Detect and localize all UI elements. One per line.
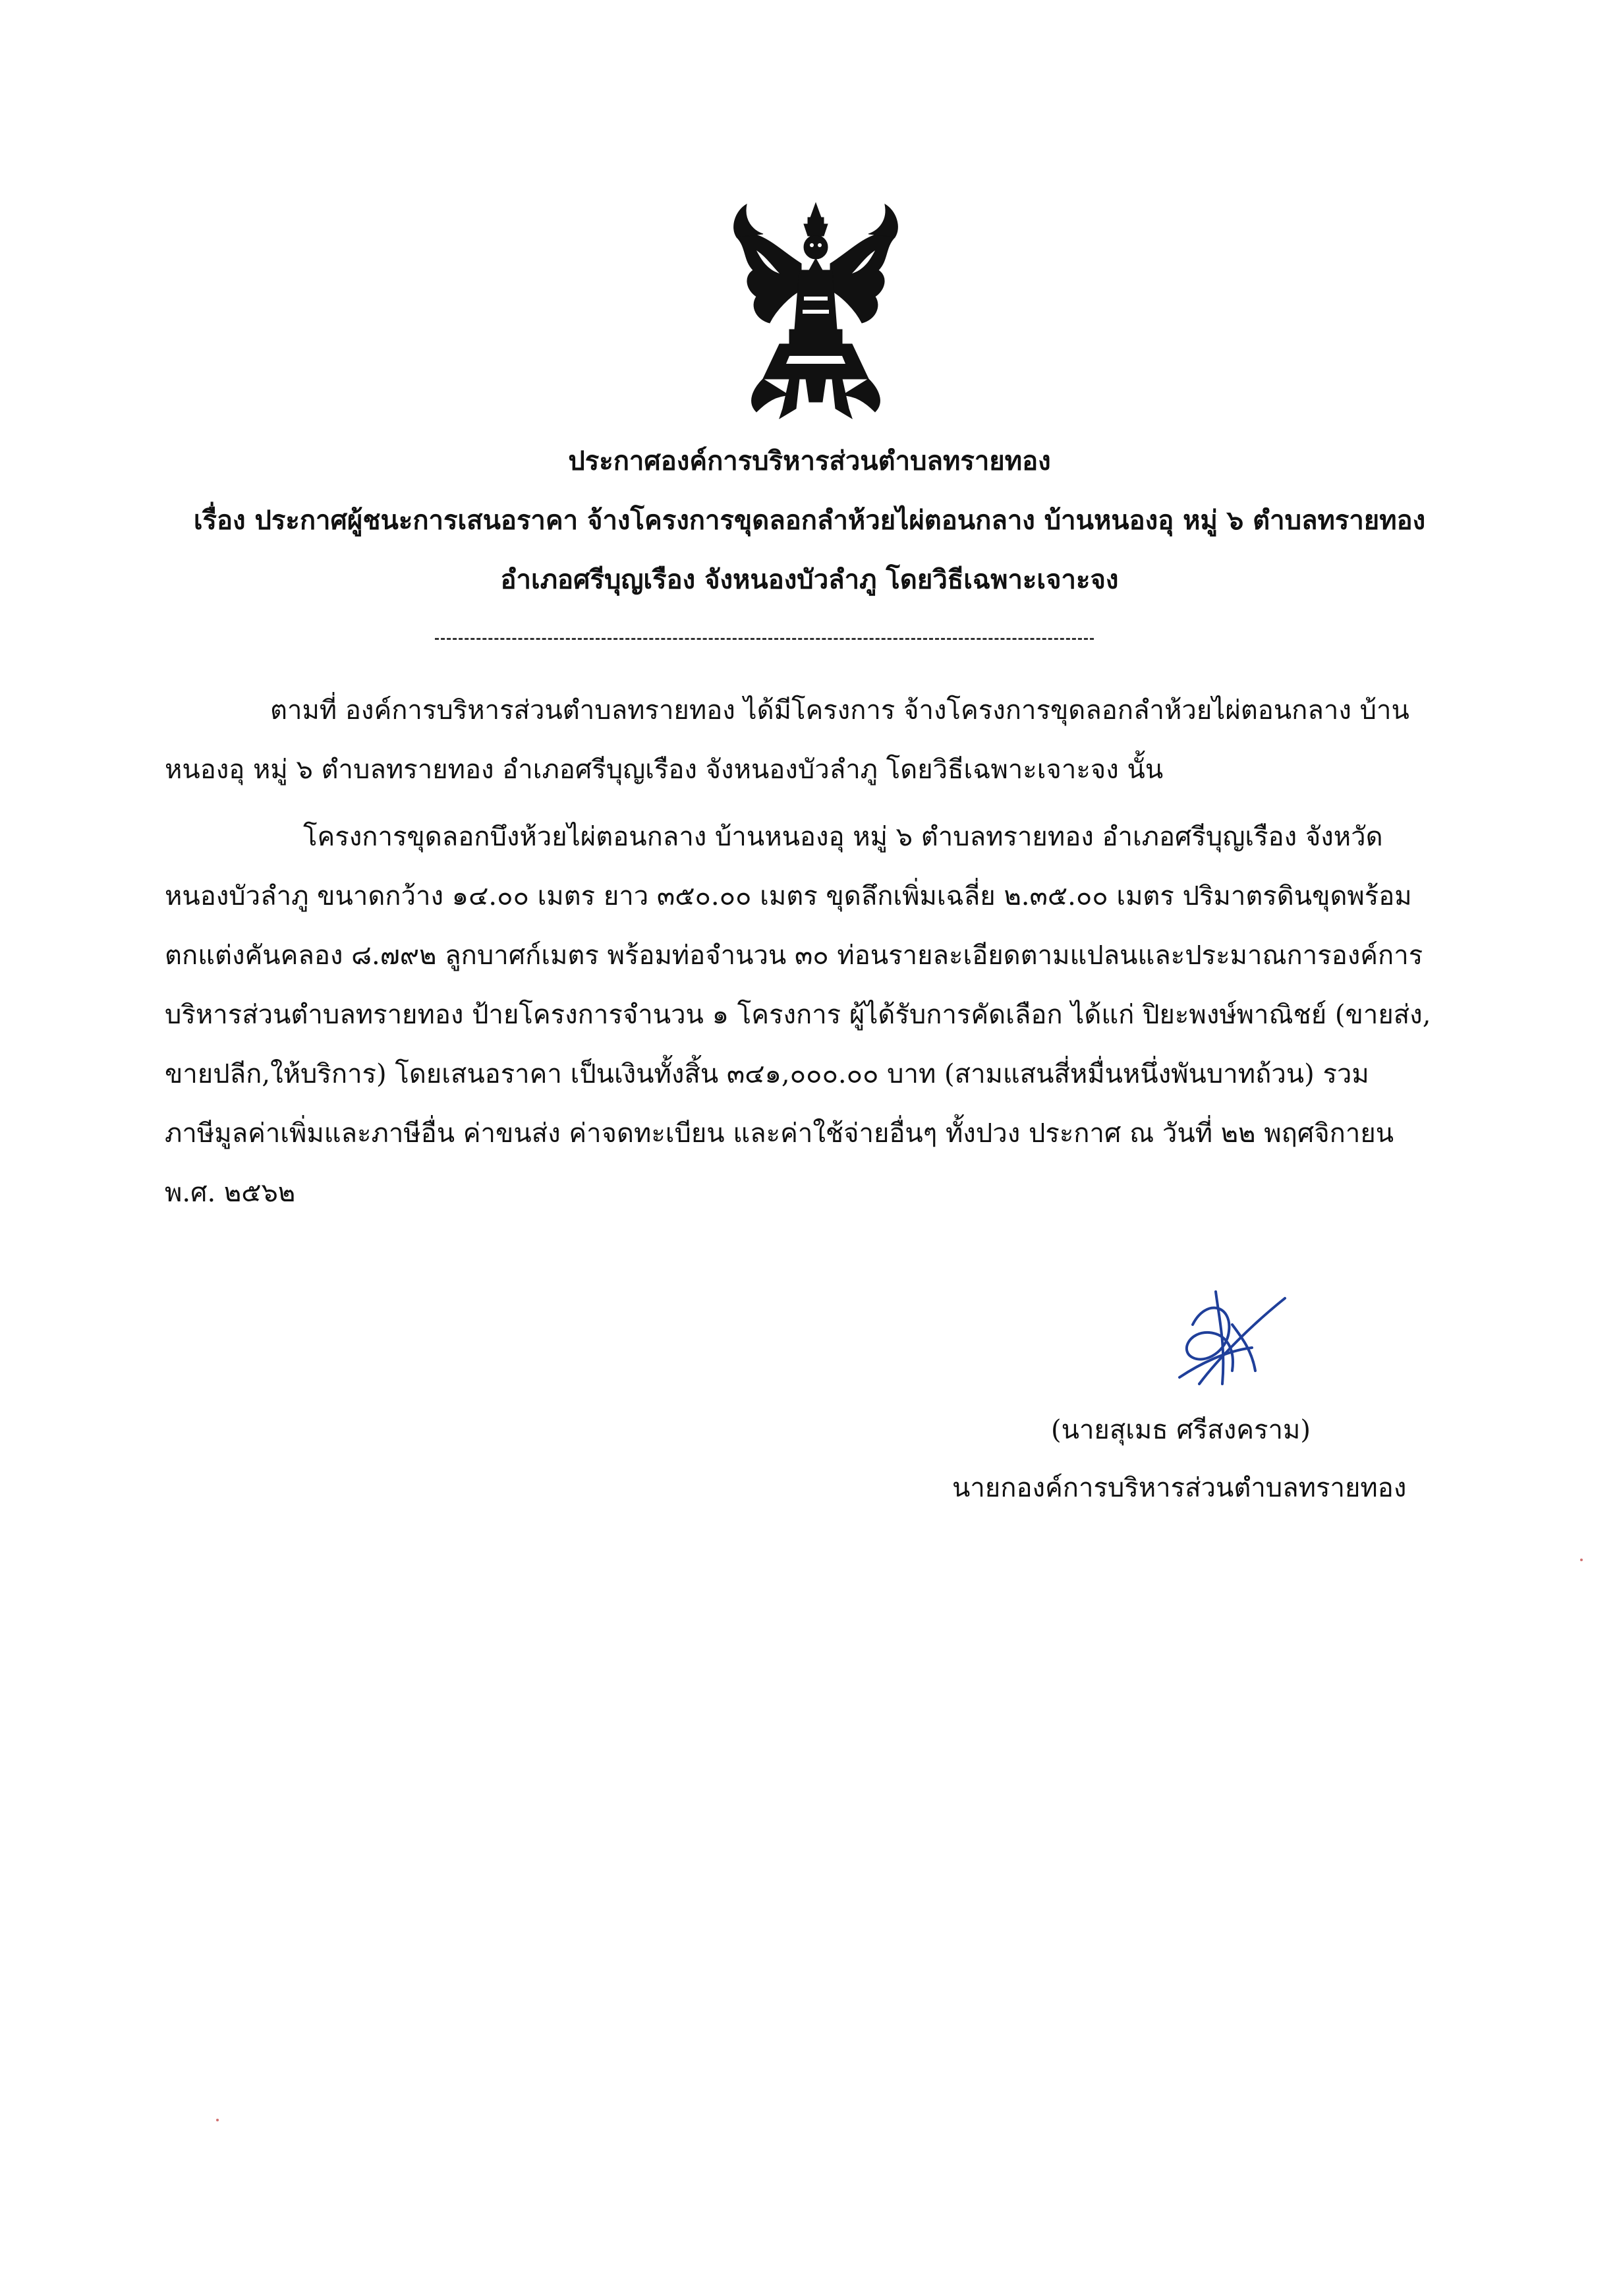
garuda-emblem-icon	[717, 198, 915, 422]
paragraph-2-line-1: โครงการขุดลอกบึงห้วยไผ่ตอนกลาง บ้านหนองอุ หมู่ ๖ ตำบลทรายทอง อำเภอศรีบุญเรือง จังหวัด	[303, 822, 1383, 852]
signer-position: นายกองค์การบริหารส่วนตำบลทรายทอง	[952, 1473, 1407, 1503]
paragraph-2-line-5: ขายปลีก,ให้บริการ) โดยเสนอราคา เป็นเงินทั้งสิ้น ๓๔๑,๐๐๐.๐๐ บาท (สามแสนสี่หมื่นหนึ่งพันบาทถ้วน) รวม	[165, 1059, 1369, 1089]
paragraph-1-line-1: ตามที่ องค์การบริหารส่วนตำบลทรายทอง ได้มีโครงการ จ้างโครงการขุดลอกลำห้วยไผ่ตอนกลาง บ้าน	[270, 695, 1409, 726]
paragraph-2-line-6: ภาษีมูลค่าเพิ่มและภาษีอื่น ค่าขนส่ง ค่าจดทะเบียน และค่าใช้จ่ายอื่นๆ ทั้งปวง ประกาศ ณ วันที่ ๒๒ พฤศจิกายน	[165, 1118, 1394, 1149]
paragraph-1-line-2: หนองอุ หมู่ ๖ ตำบลทรายทอง อำเภอศรีบุญเรือง จังหนองบัวลำภู โดยวิธีเฉพาะเจาะจง นั้น	[165, 755, 1164, 785]
document-title: ประกาศองค์การบริหารส่วนตำบลทรายทอง	[568, 445, 1051, 476]
paragraph-2-line-7: พ.ศ. ๒๕๖๒	[165, 1178, 296, 1208]
scan-speck	[216, 2119, 219, 2121]
paragraph-2-line-4: บริหารส่วนตำบลทรายทอง ป้ายโครงการจำนวน ๑ โครงการ ผู้ได้รับการคัดเลือก ได้แก่ ปิยะพงษ์พาณิชย์ (ขายส่ง,	[165, 1000, 1431, 1030]
paragraph-2-line-2: หนองบัวลำภู ขนาดกว้าง ๑๔.๐๐ เมตร ยาว ๓๕๐.๐๐ เมตร ขุดลึกเพิ่มเฉลี่ย ๒.๓๕.๐๐ เมตร ปริมาตรดินขุดพร้อม	[165, 881, 1412, 911]
document-subject-line-2: อำเภอศรีบุญเรือง จังหนองบัวลำภู โดยวิธีเฉพาะเจาะจง	[500, 564, 1119, 595]
paragraph-2-line-3: ตกแต่งคันคลอง ๘.๗๙๒ ลูกบาศก์เมตร พร้อมท่อจำนวน ๓๐ ท่อนรายละเอียดตามแปลนและประมาณการองค์การ	[165, 940, 1423, 971]
signer-name: (นายสุเมธ ศรีสงคราม)	[1051, 1415, 1311, 1445]
header-divider	[435, 638, 1094, 640]
scan-speck	[1580, 1559, 1583, 1561]
handwritten-signature-icon	[1153, 1285, 1305, 1404]
document-subject-line-1: เรื่อง ประกาศผู้ชนะการเสนอราคา จ้างโครงการขุดลอกลำห้วยไผ่ตอนกลาง บ้านหนองอุ หมู่ ๖ ตำบลทรายทอง	[193, 505, 1426, 536]
